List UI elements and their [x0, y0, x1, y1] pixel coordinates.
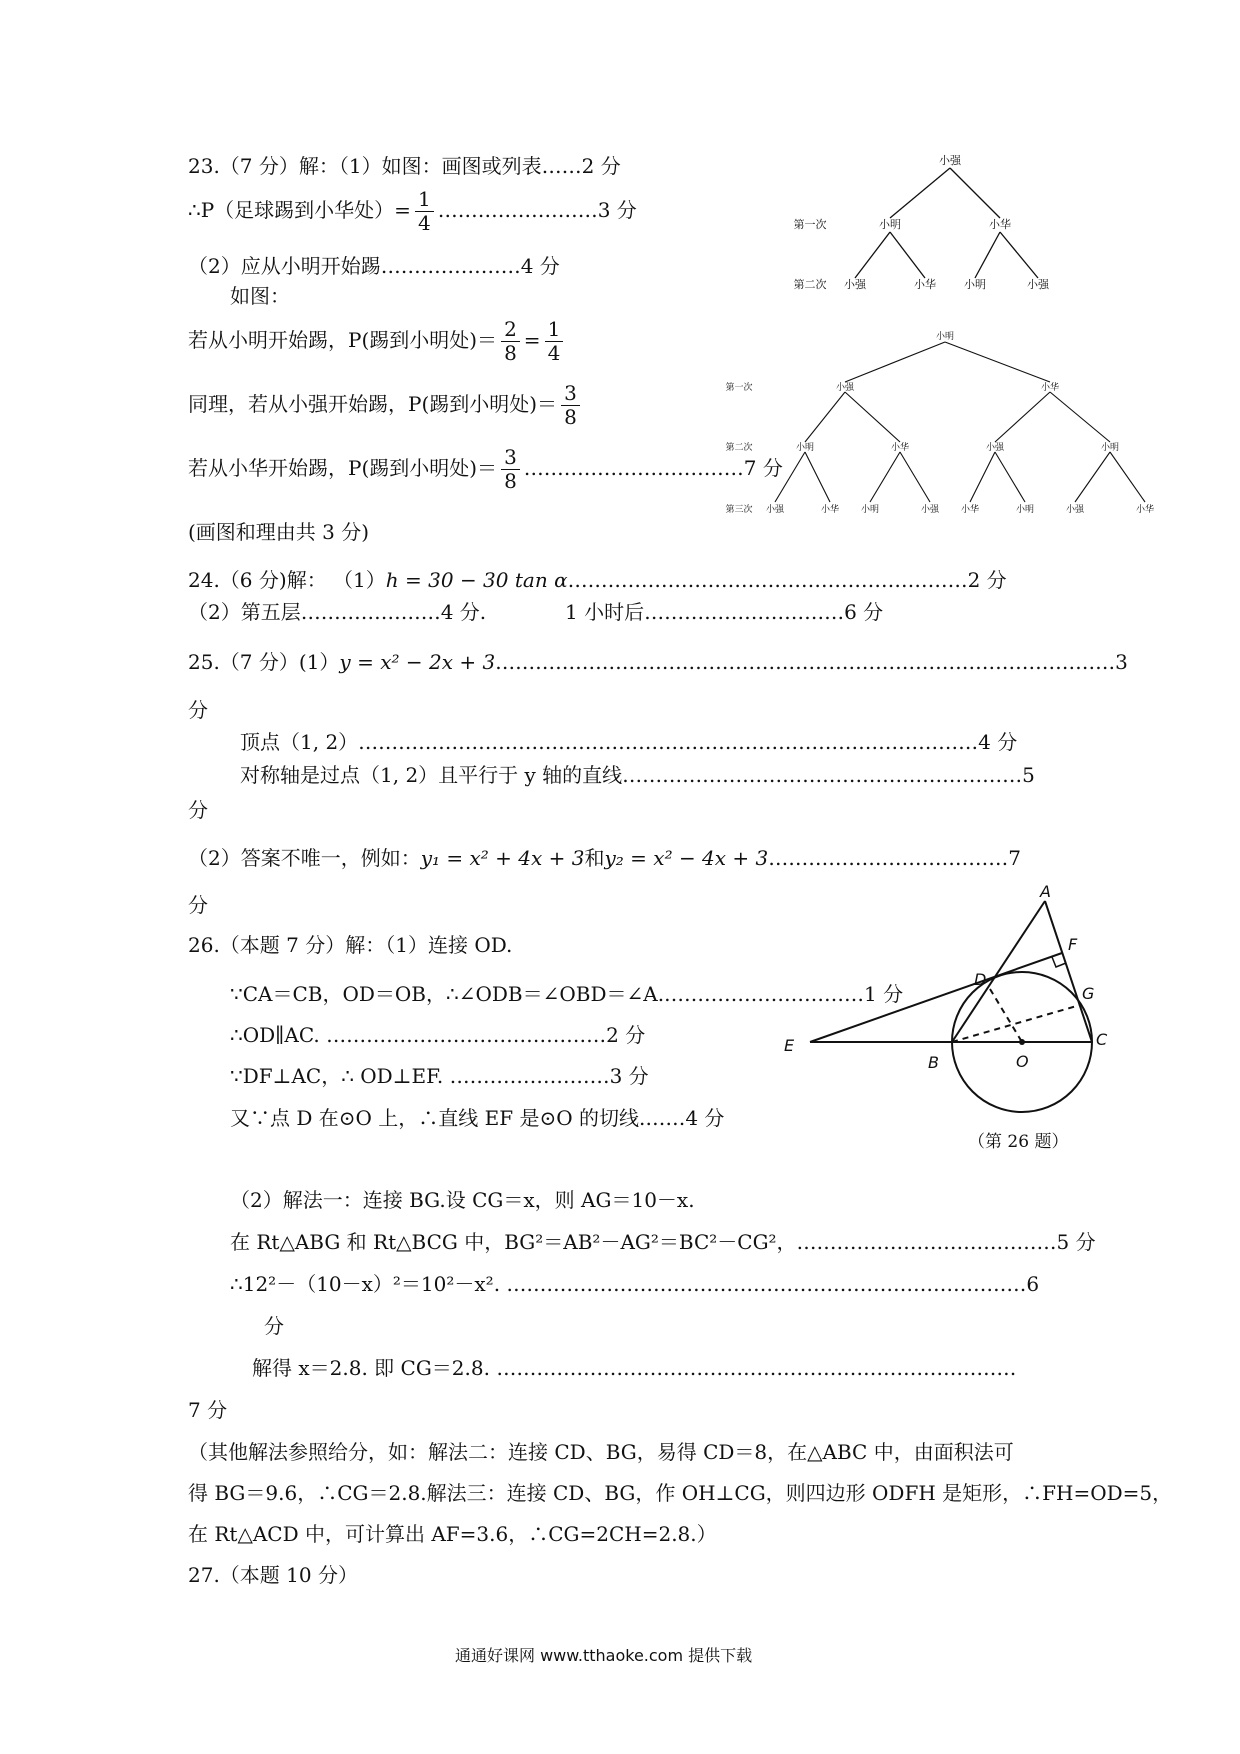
formula: h = 30 − 30 tan α [385, 568, 568, 592]
tree1-node: 小强 [844, 278, 866, 291]
label-g: G [1082, 984, 1095, 1003]
q25-line-4: （2）答案不唯一，例如：y₁ = x² + 4x + 3和y₂ = x² − 4x + 3………………………………7 [188, 846, 1021, 870]
tree2-node: 小华 [820, 505, 840, 515]
q23-line-1: 23.（7 分）解：（1）如图：画图或列表……2 分 [188, 154, 621, 178]
line-ef [810, 953, 1062, 1042]
line-ba [952, 901, 1045, 1042]
tree2-row-label: 第一次 [725, 383, 753, 393]
q26-line-3: ∴OD∥AC. ……………………………………2 分 [230, 1023, 646, 1047]
q23-line-7: 若从小华开始踢，P(踢到小明处)＝ $\frac{3}{8}$ ……………………………7 分 [188, 445, 783, 493]
tree2-node: 小华 [960, 505, 980, 515]
tree2-node: 小明 [795, 443, 815, 453]
formula: y₂ = x² − 4x + 3 [604, 846, 769, 870]
q26-line-4: ∵DF⊥AC，∴ OD⊥EF. ……………………3 分 [230, 1064, 649, 1088]
q26-part2-line-3: ∴12²－（10－x）²＝10²－x². ……………………………………………………………………6 [230, 1272, 1040, 1296]
q25-line-3-wrap: 分 [188, 798, 208, 822]
q25-line-1-wrap: 分 [188, 698, 208, 722]
q26-line-5: 又∵点 D 在⊙O 上，∴直线 EF 是⊙O 的切线.……4 分 [230, 1106, 725, 1130]
fraction: $\frac{1}{4}$ [545, 318, 564, 365]
label-d: D [974, 970, 987, 989]
tree2-node: 小明 [1100, 443, 1120, 453]
tree2-node: 小华 [890, 443, 910, 453]
q24-line-1: 24.（6 分)解： （1）h = 30 − 30 tan α……………………………………………………2 分 [188, 568, 1007, 592]
tree1-node: 小强 [1027, 278, 1049, 291]
fraction: $\frac{2}{8}$ [501, 318, 520, 365]
tree2-node: 小明 [860, 505, 880, 515]
tree1-root: 小强 [939, 154, 961, 167]
q23-line-5: 若从小明开始踢，P(踢到小明处)＝ $\frac{2}{8}$ = $\frac{1}{4}$ [188, 318, 567, 365]
tree-diagram-2 [725, 330, 1165, 520]
fraction: $\frac{1}{4}$ [415, 188, 434, 235]
q25-line-4-wrap: 分 [188, 893, 208, 917]
q23-line-3: （2）应从小明开始踢…………………4 分 [188, 254, 560, 278]
q26-part2-line-4-wrap: 7 分 [188, 1398, 228, 1422]
geometry-figure-26 [780, 885, 1130, 1165]
q24-line-2a: （2）第五层…………………4 分. [188, 600, 487, 624]
q26-line-1: 26.（本题 7 分）解：（1）连接 OD. [188, 933, 513, 957]
tree2-row-label: 第二次 [725, 443, 753, 453]
tree2-root: 小明 [935, 332, 955, 342]
line-od [990, 989, 1022, 1042]
label-a: A [1040, 885, 1051, 901]
q27-line-1: 27.（本题 10 分） [188, 1563, 358, 1587]
q24-line-2b: 1 小时后…………………………6 分 [565, 600, 884, 624]
q23-line-6: 同理，若从小强开始踢，P(踢到小明处)＝ $\frac{3}{8}$ [188, 382, 584, 429]
tree2-node: 小强 [1065, 505, 1085, 515]
label-c: C [1096, 1030, 1108, 1049]
label-o: O [1016, 1052, 1029, 1071]
formula: y₁ = x² + 4x + 3 [420, 846, 585, 870]
tree2-node: 小强 [765, 505, 785, 515]
q26-part2-line-2: 在 Rt△ABG 和 Rt△BCG 中，BG²＝AB²－AG²＝BC²－CG²，…………………………………5 分 [230, 1230, 1096, 1254]
tree1-node: 小明 [964, 278, 986, 291]
tree2-node: 小明 [1015, 505, 1035, 515]
tree2-node: 小强 [920, 505, 940, 515]
label-f: F [1068, 935, 1078, 954]
page-footer: 通通好课网 www.tthaoke.com 提供下载 [455, 1646, 753, 1665]
q26-note-line-3: 在 Rt△ACD 中，可计算出 AF=3.6，∴CG=2CH=2.8.） [188, 1522, 717, 1546]
line-ac [1045, 901, 1095, 1042]
tree2-node: 小华 [1040, 383, 1060, 393]
tree2-node: 小华 [1135, 505, 1155, 515]
formula: y = x² − 2x + 3 [339, 650, 496, 674]
q23-prob-label: ∴P（足球踢到小华处）= [188, 198, 411, 222]
tree2-row-label: 第三次 [725, 505, 753, 515]
tree2-node: 小强 [985, 443, 1005, 453]
q26-line-2: ∵CA＝CB，OD＝OB，∴∠ODB＝∠OBD＝∠A.…………………………1 分 [230, 982, 904, 1006]
tree1-node: 小华 [989, 218, 1011, 231]
q26-part2-line-4: 解得 x＝2.8. 即 CG＝2.8. …………………………………………………………………… [252, 1356, 1017, 1380]
q26-part2-line-1: （2）解法一：连接 BG.设 CG＝x，则 AG＝10－x. [230, 1188, 695, 1212]
q23-score: ……………………3 分 [437, 198, 637, 222]
q25-line-1: 25.（7 分）(1）y = x² − 2x + 3…………………………………………………………………………………3 [188, 650, 1128, 674]
tree2-node: 小强 [835, 383, 855, 393]
tree1-row-label: 第二次 [793, 278, 827, 291]
q23-line-2 [188, 188, 637, 235]
q26-part2-line-3-wrap: 分 [264, 1314, 284, 1338]
fraction: $\frac{3}{8}$ [561, 382, 580, 429]
tree-diagram-1 [780, 150, 1080, 300]
figure-caption: （第 26 题） [968, 1132, 1069, 1152]
q26-note-line-1: （其他解法参照给分，如：解法二：连接 CD、BG，易得 CD＝8，在△ABC 中，由面积法可 [188, 1440, 1014, 1464]
q23-line-8: (画图和理由共 3 分) [188, 520, 370, 544]
q23-line-4: 如图： [230, 284, 290, 308]
q25-line-3: 对称轴是过点（1, 2）且平行于 y 轴的直线……………………………………………………5 [240, 763, 1035, 787]
label-e: E [784, 1036, 795, 1055]
fraction: $\frac{3}{8}$ [501, 446, 520, 493]
center-point [1019, 1039, 1025, 1045]
tree1-node: 小明 [879, 218, 901, 231]
q25-line-2: 顶点（1, 2）…………………………………………………………………………………4 分 [240, 730, 1018, 754]
tree1-row-label: 第一次 [793, 218, 827, 231]
label-b: B [928, 1053, 939, 1072]
q26-note-line-2: 得 BG＝9.6，∴CG＝2.8.解法三：连接 CD、BG，作 OH⊥CG，则四边形 ODFH 是矩形，∴FH=OD=5， [188, 1481, 1173, 1505]
tree1-node: 小华 [914, 278, 936, 291]
line-bg [952, 1005, 1080, 1042]
